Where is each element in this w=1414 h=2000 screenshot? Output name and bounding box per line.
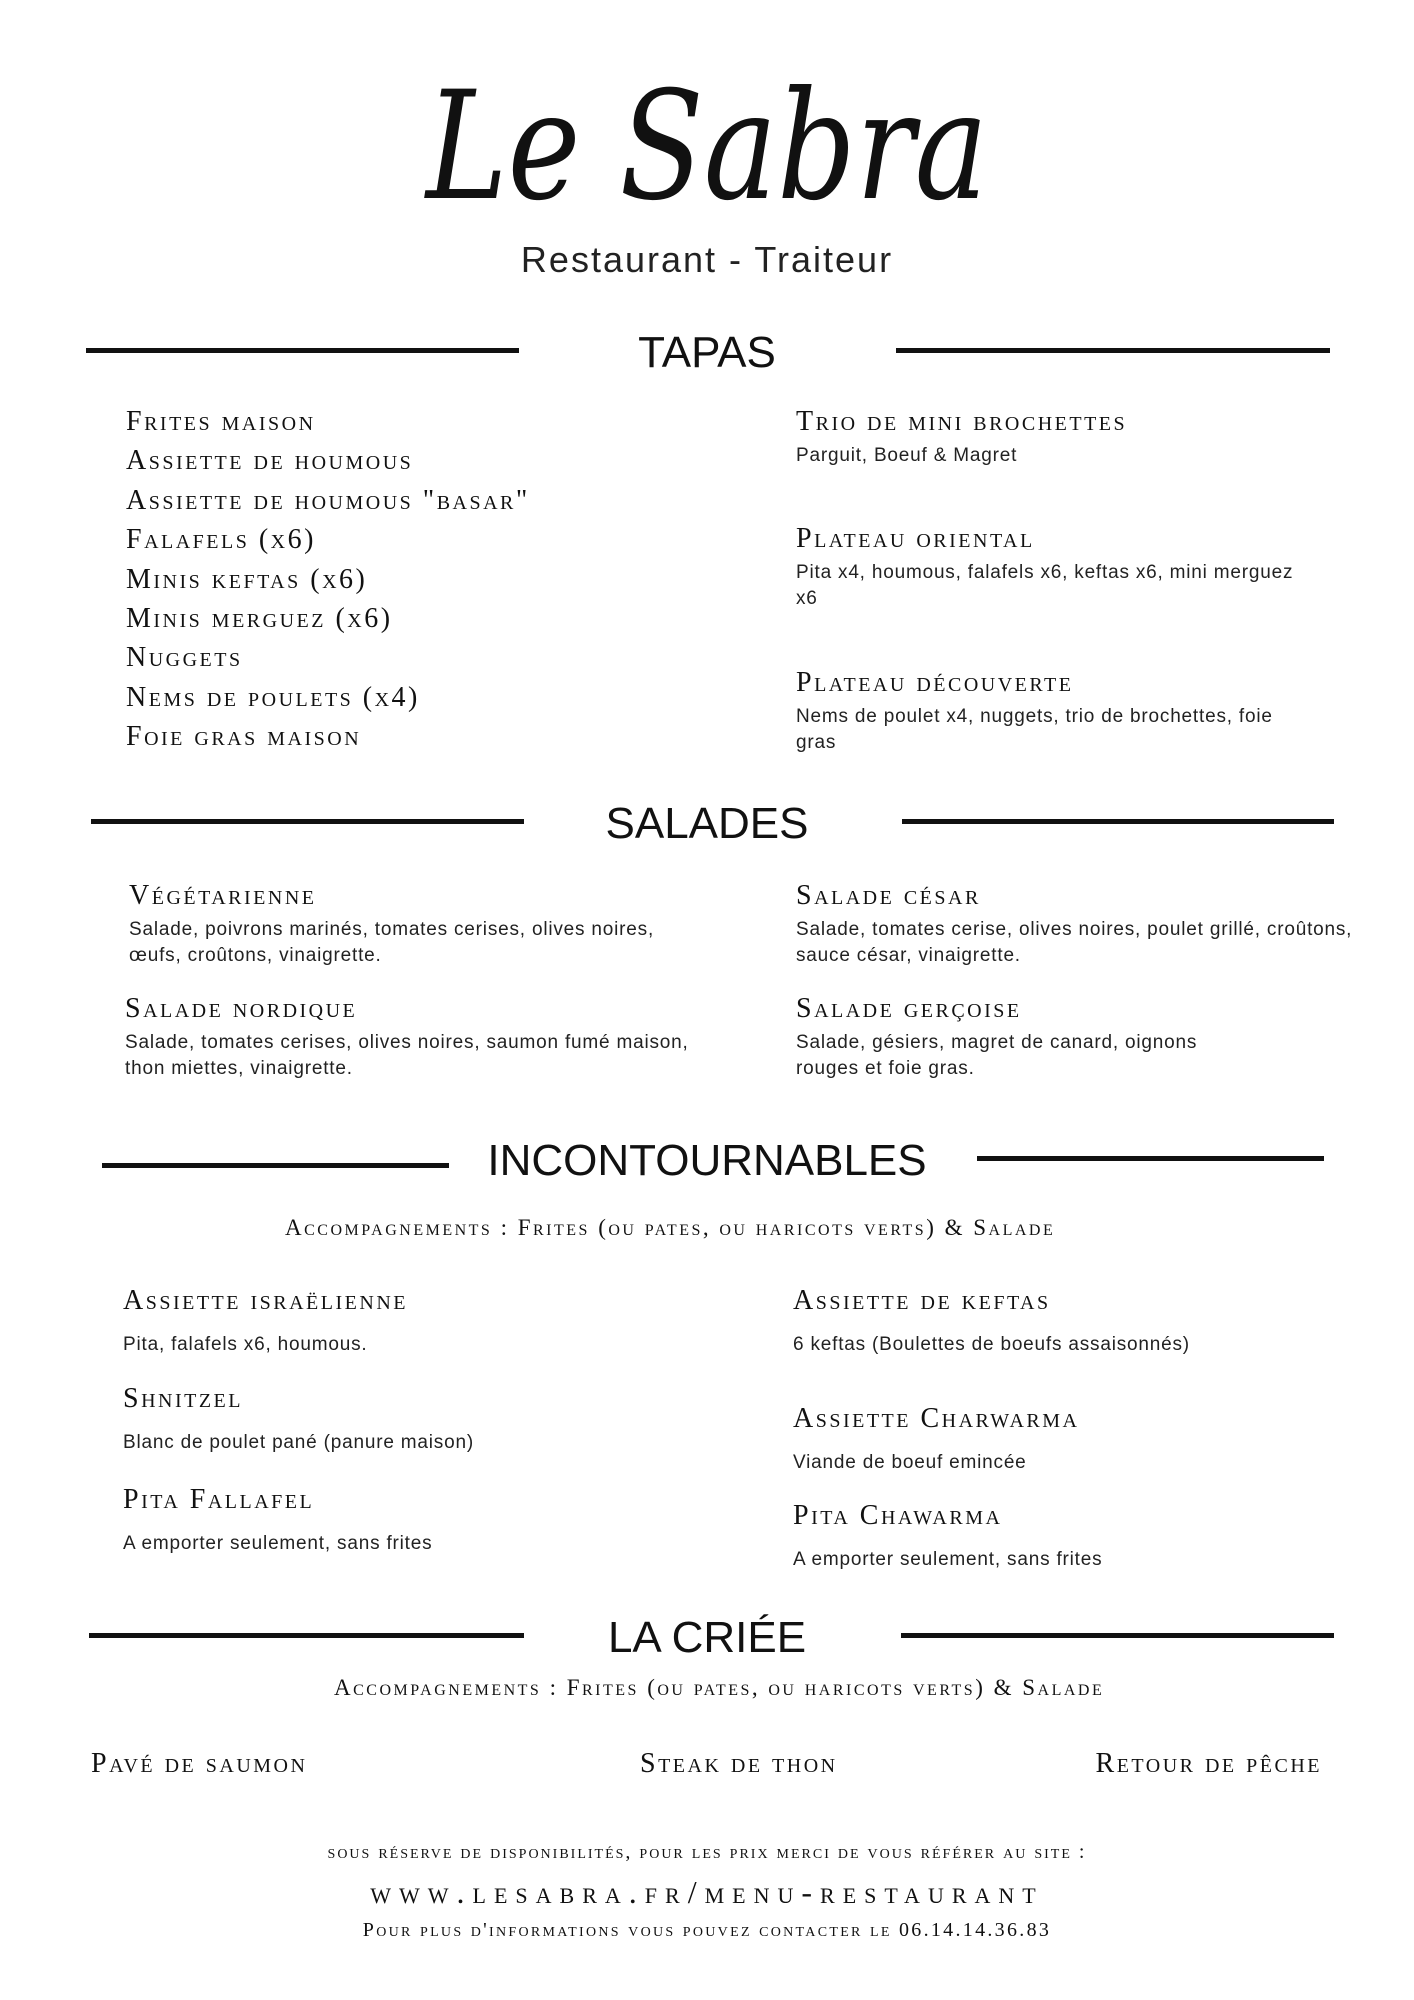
tapas-item: Falafels (x6) <box>126 524 316 556</box>
item-name: Salade gerçoise <box>796 993 1022 1024</box>
incontournables-heading: INCONTOURNABLES <box>487 1136 927 1185</box>
tapas-rule-right <box>896 348 1330 353</box>
tapas-item: Frites maison <box>126 406 316 437</box>
salad-item <box>796 879 1366 969</box>
criee-rule-right <box>901 1633 1334 1638</box>
dish-item <box>793 1499 1353 1573</box>
item-name: Assiette Charwarma <box>793 1403 1080 1434</box>
item-description: Salade, poivrons marinés, tomates cerises, olives noires, œufs, croûtons, vinaigrette. <box>129 919 655 966</box>
fish-item: Steak de thon <box>640 1748 838 1779</box>
item-description: Salade, gésiers, magret de canard, oignons rouges et foie gras. <box>796 1032 1198 1079</box>
tapas-platter-item <box>796 405 1296 469</box>
contact-info: Pour plus d'informations vous pouvez contacter le 06.14.14.36.83 <box>362 1919 1052 1941</box>
item-description: Viande de boeuf emincée <box>793 1452 1027 1473</box>
item-name: Shnitzel <box>123 1383 243 1414</box>
salades-rule-right <box>902 819 1334 824</box>
tapas-item: Nems de poulets (x4) <box>126 681 420 713</box>
item-description: A emporter seulement, sans frites <box>123 1533 433 1554</box>
dish-item <box>793 1402 1353 1476</box>
item-description: Nems de poulet x4, nuggets, trio de brochettes, foie gras <box>796 706 1273 753</box>
fish-item: Pavé de saumon <box>91 1748 308 1779</box>
salad-item <box>125 992 695 1082</box>
item-name: Végétarienne <box>129 880 317 911</box>
item-name: Salade césar <box>796 880 981 911</box>
salades-heading: SALADES <box>605 799 809 848</box>
availability-note: sous réserve de disponibilités, pour les prix merci de vous référer au site : <box>327 1841 1087 1863</box>
item-name: Plateau oriental <box>796 523 1035 554</box>
salad-item <box>129 879 669 969</box>
dish-item <box>123 1382 683 1456</box>
item-description: Pita, falafels x6, houmous. <box>123 1334 368 1355</box>
item-name: Assiette de keftas <box>793 1285 1051 1316</box>
item-description: Salade, tomates cerises, olives noires, saumon fumé maison, thon miettes, vinaigrette. <box>125 1032 689 1079</box>
criee-accompaniments: Accompagnements : Frites (ou pates, ou haricots verts) & Salade <box>334 1675 1105 1700</box>
restaurant-name: Le Sabra <box>425 60 989 234</box>
tapas-heading: TAPAS <box>638 328 776 377</box>
tapas-list <box>126 402 530 757</box>
item-description: 6 keftas (Boulettes de boeufs assaisonnés) <box>793 1334 1190 1355</box>
tapas-item: Assiette de houmous <box>126 445 414 477</box>
dish-item <box>123 1284 683 1358</box>
tapas-platter-item <box>796 666 1296 756</box>
tapas-item: Nuggets <box>126 642 243 674</box>
item-name: Trio de mini brochettes <box>796 406 1128 437</box>
item-description: A emporter seulement, sans frites <box>793 1549 1103 1570</box>
item-description: Salade, tomates cerise, olives noires, poulet grillé, croûtons, sauce césar, vinaigrette. <box>796 919 1353 966</box>
tapas-item: Foie gras maison <box>126 721 362 753</box>
item-name: Assiette israëlienne <box>123 1285 408 1316</box>
tapas-item: Assiette de houmous "basar" <box>126 484 530 516</box>
incontournables-accompaniments: Accompagnements : Frites (ou pates, ou haricots verts) & Salade <box>285 1215 1056 1240</box>
restaurant-subtitle: Restaurant - Traiteur <box>520 239 894 280</box>
tapas-item: Minis merguez (x6) <box>126 602 393 634</box>
item-name: Pita Fallafel <box>123 1484 315 1515</box>
item-description: Pita x4, houmous, falafels x6, keftas x6, mini merguez x6 <box>796 562 1294 609</box>
dish-item <box>793 1284 1353 1358</box>
dish-item <box>123 1483 683 1557</box>
criee-heading: LA CRIÉE <box>607 1613 807 1662</box>
salad-item <box>796 992 1266 1082</box>
fish-item: Retour de pêche <box>1095 1748 1322 1779</box>
tapas-platter-item <box>796 522 1296 612</box>
website-link[interactable]: www.lesabra.fr/menu-restaurant <box>370 1874 1044 1910</box>
item-description: Parguit, Boeuf & Magret <box>796 445 1018 466</box>
tapas-item: Minis keftas (x6) <box>126 563 368 595</box>
incontournables-rule-right <box>977 1156 1324 1161</box>
item-description: Blanc de poulet pané (panure maison) <box>123 1432 474 1453</box>
item-name: Plateau découverte <box>796 667 1074 698</box>
item-name: Salade nordique <box>125 993 358 1024</box>
item-name: Pita Chawarma <box>793 1500 1003 1531</box>
